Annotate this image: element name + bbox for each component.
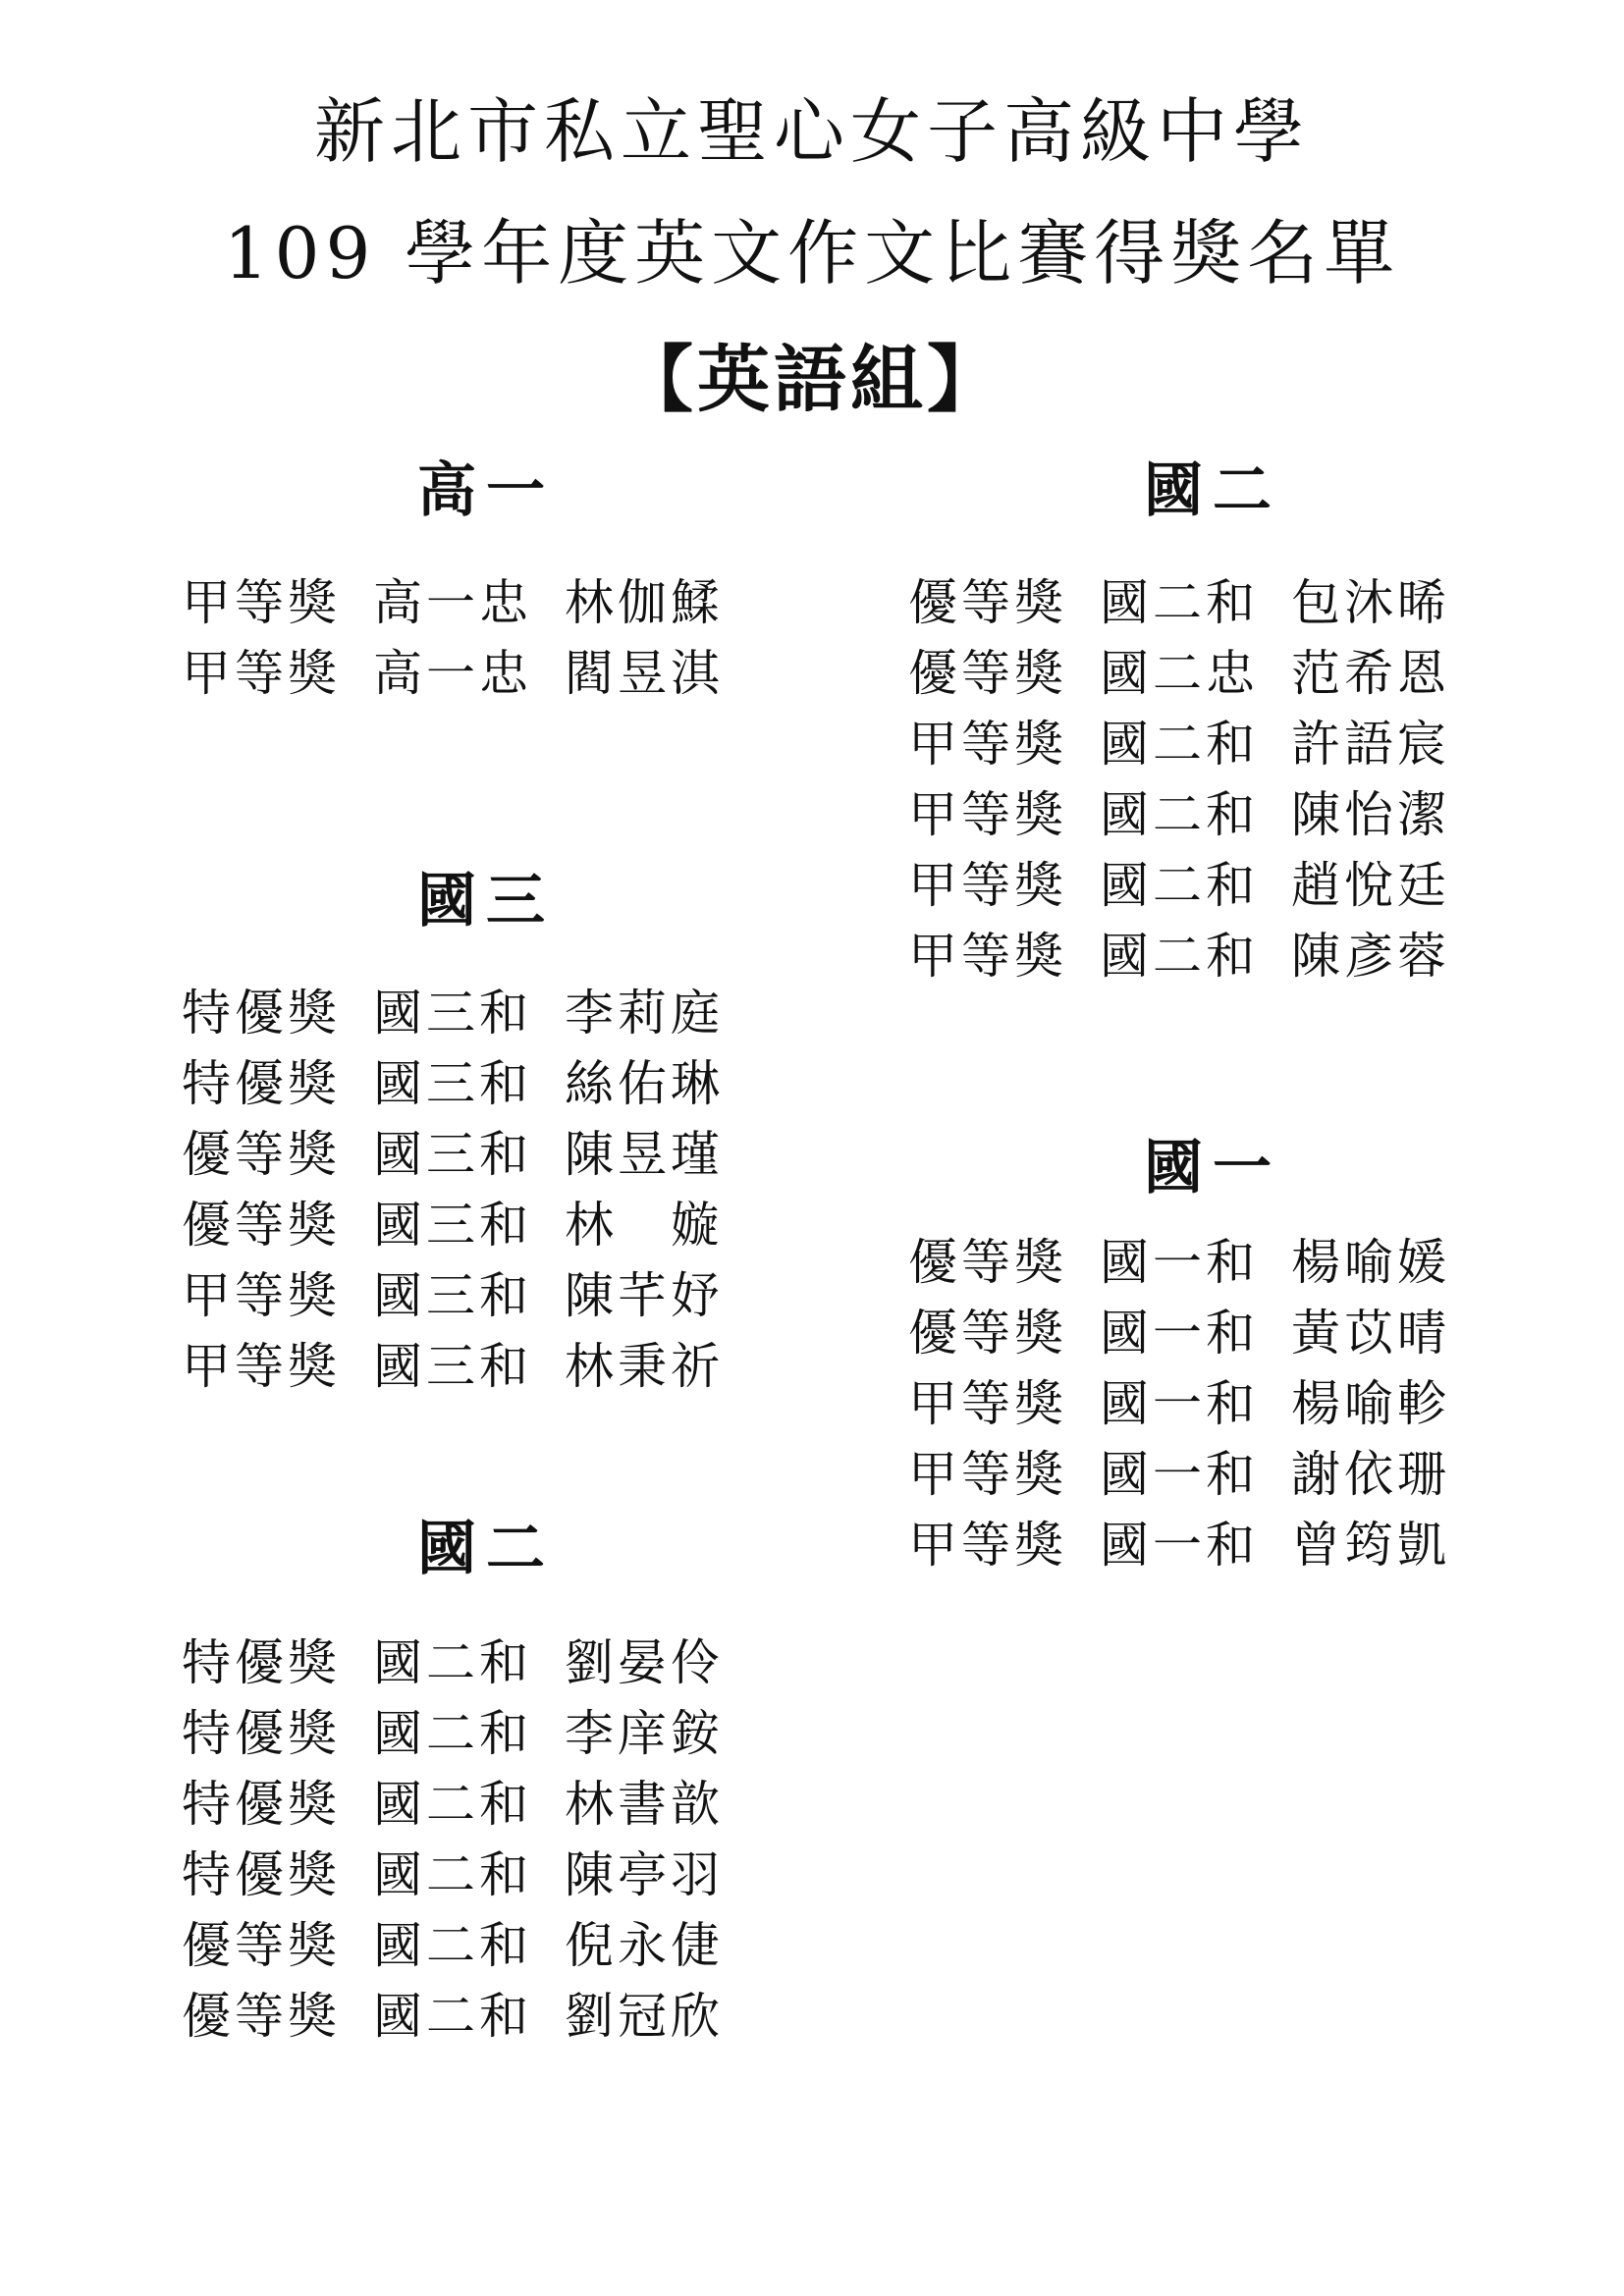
award-level: 甲等獎 [182,1338,341,1395]
award-level: 甲等獎 [908,786,1067,843]
award-level: 優等獎 [908,574,1067,631]
award-row [182,1910,790,1981]
student-name: 劉晏伶 [565,1634,724,1691]
class-name: 國二和 [373,1988,532,2045]
award-row [908,921,1517,991]
award-row [182,1840,790,1910]
award-level: 甲等獎 [182,1267,341,1324]
student-name: 楊喻媛 [1291,1234,1450,1291]
student-name: 林秉祈 [565,1338,724,1395]
award-row [908,850,1517,921]
section-heading: 國一 [1144,1134,1281,1202]
student-name: 謝依珊 [1291,1446,1450,1503]
class-name: 國一和 [1100,1375,1259,1432]
class-name: 高一忠 [373,645,532,702]
class-name: 國三和 [373,1338,532,1395]
award-level: 優等獎 [182,1126,341,1183]
award-row [182,1119,790,1190]
class-name: 國三和 [373,985,532,1041]
award-row [182,1628,790,1698]
student-name: 黃苡晴 [1291,1305,1450,1362]
award-row [908,1368,1517,1439]
award-row [908,1227,1517,1298]
award-row [182,567,790,638]
award-level: 甲等獎 [908,857,1067,914]
class-name: 國二和 [1100,574,1259,631]
award-row [182,1190,790,1260]
student-name: 絲佑琳 [565,1055,724,1112]
student-name: 陳彥蓉 [1291,928,1450,985]
award-level: 特優獎 [182,1705,341,1762]
student-name: 李莉庭 [565,985,724,1041]
class-name: 國一和 [1100,1234,1259,1291]
award-row [182,638,790,709]
award-level: 甲等獎 [908,1517,1067,1574]
student-name: 許語宸 [1291,716,1450,773]
student-name: 陳怡潔 [1291,786,1450,843]
award-row [182,1331,790,1402]
class-name: 國三和 [373,1267,532,1324]
student-name: 李庠銨 [565,1705,724,1762]
class-name: 國二和 [1100,857,1259,914]
student-name: 倪永倢 [565,1917,724,1974]
section-heading: 國二 [417,1515,555,1583]
student-name: 包沐晞 [1291,574,1450,631]
student-name: 曾筠凱 [1291,1517,1450,1574]
award-row [182,1048,790,1119]
award-level: 甲等獎 [182,645,341,702]
award-list [908,1227,1517,1580]
student-name: 陳芊妤 [565,1267,724,1324]
class-name: 國二和 [1100,786,1259,843]
group-title: 【英語組】 [621,338,1003,422]
student-name: 林書歆 [565,1776,724,1833]
award-row [908,567,1517,638]
award-row [182,1981,790,2052]
class-name: 國二和 [1100,716,1259,773]
award-row [182,978,790,1048]
award-level: 甲等獎 [908,928,1067,985]
award-row [908,1298,1517,1368]
award-row [908,1510,1517,1580]
award-level: 優等獎 [182,1197,341,1254]
award-level: 優等獎 [908,645,1067,702]
award-level: 優等獎 [182,1917,341,1974]
award-list [182,1628,790,2052]
class-name: 國三和 [373,1126,532,1183]
class-name: 高一忠 [373,574,532,631]
section-heading: 高一 [417,456,555,525]
class-name: 國二和 [373,1846,532,1903]
student-name: 范希恩 [1291,645,1450,702]
event-title: 109 學年度英文作文比賽得獎名單 [223,212,1401,294]
student-name: 林伽鰇 [565,574,724,631]
award-row [908,1439,1517,1510]
award-row [908,638,1517,709]
section-heading: 國二 [1144,456,1281,525]
award-level: 特優獎 [182,1776,341,1833]
class-name: 國二和 [1100,928,1259,985]
class-name: 國二和 [373,1917,532,1974]
award-row [182,1769,790,1840]
student-name: 陳昱瑾 [565,1126,724,1183]
student-name: 陳亭羽 [565,1846,724,1903]
award-level: 優等獎 [908,1234,1067,1291]
award-level: 特優獎 [182,1055,341,1112]
award-row [908,709,1517,779]
award-list [908,567,1517,991]
award-level: 甲等獎 [908,716,1067,773]
award-level: 特優獎 [182,985,341,1041]
class-name: 國三和 [373,1197,532,1254]
award-level: 特優獎 [182,1634,341,1691]
award-row [182,1698,790,1769]
award-row [182,1260,790,1331]
award-list [182,567,790,709]
class-name: 國二和 [373,1705,532,1762]
class-name: 國一和 [1100,1517,1259,1574]
section-heading: 國三 [417,867,555,935]
student-name: 閻昱淇 [565,645,724,702]
award-level: 甲等獎 [182,574,341,631]
class-name: 國二和 [373,1776,532,1833]
class-name: 國三和 [373,1055,532,1112]
school-title: 新北市私立聖心女子高級中學 [313,90,1310,173]
award-level: 甲等獎 [908,1375,1067,1432]
student-name: 林 嫙 [565,1197,724,1254]
award-list [182,978,790,1402]
award-level: 優等獎 [908,1305,1067,1362]
class-name: 國一和 [1100,1446,1259,1503]
class-name: 國二和 [373,1634,532,1691]
award-level: 特優獎 [182,1846,341,1903]
student-name: 楊喻軫 [1291,1375,1450,1432]
class-name: 國二忠 [1100,645,1259,702]
student-name: 趙悅廷 [1291,857,1450,914]
award-row [908,779,1517,850]
class-name: 國一和 [1100,1305,1259,1362]
student-name: 劉冠欣 [565,1988,724,2045]
award-level: 優等獎 [182,1988,341,2045]
award-level: 甲等獎 [908,1446,1067,1503]
